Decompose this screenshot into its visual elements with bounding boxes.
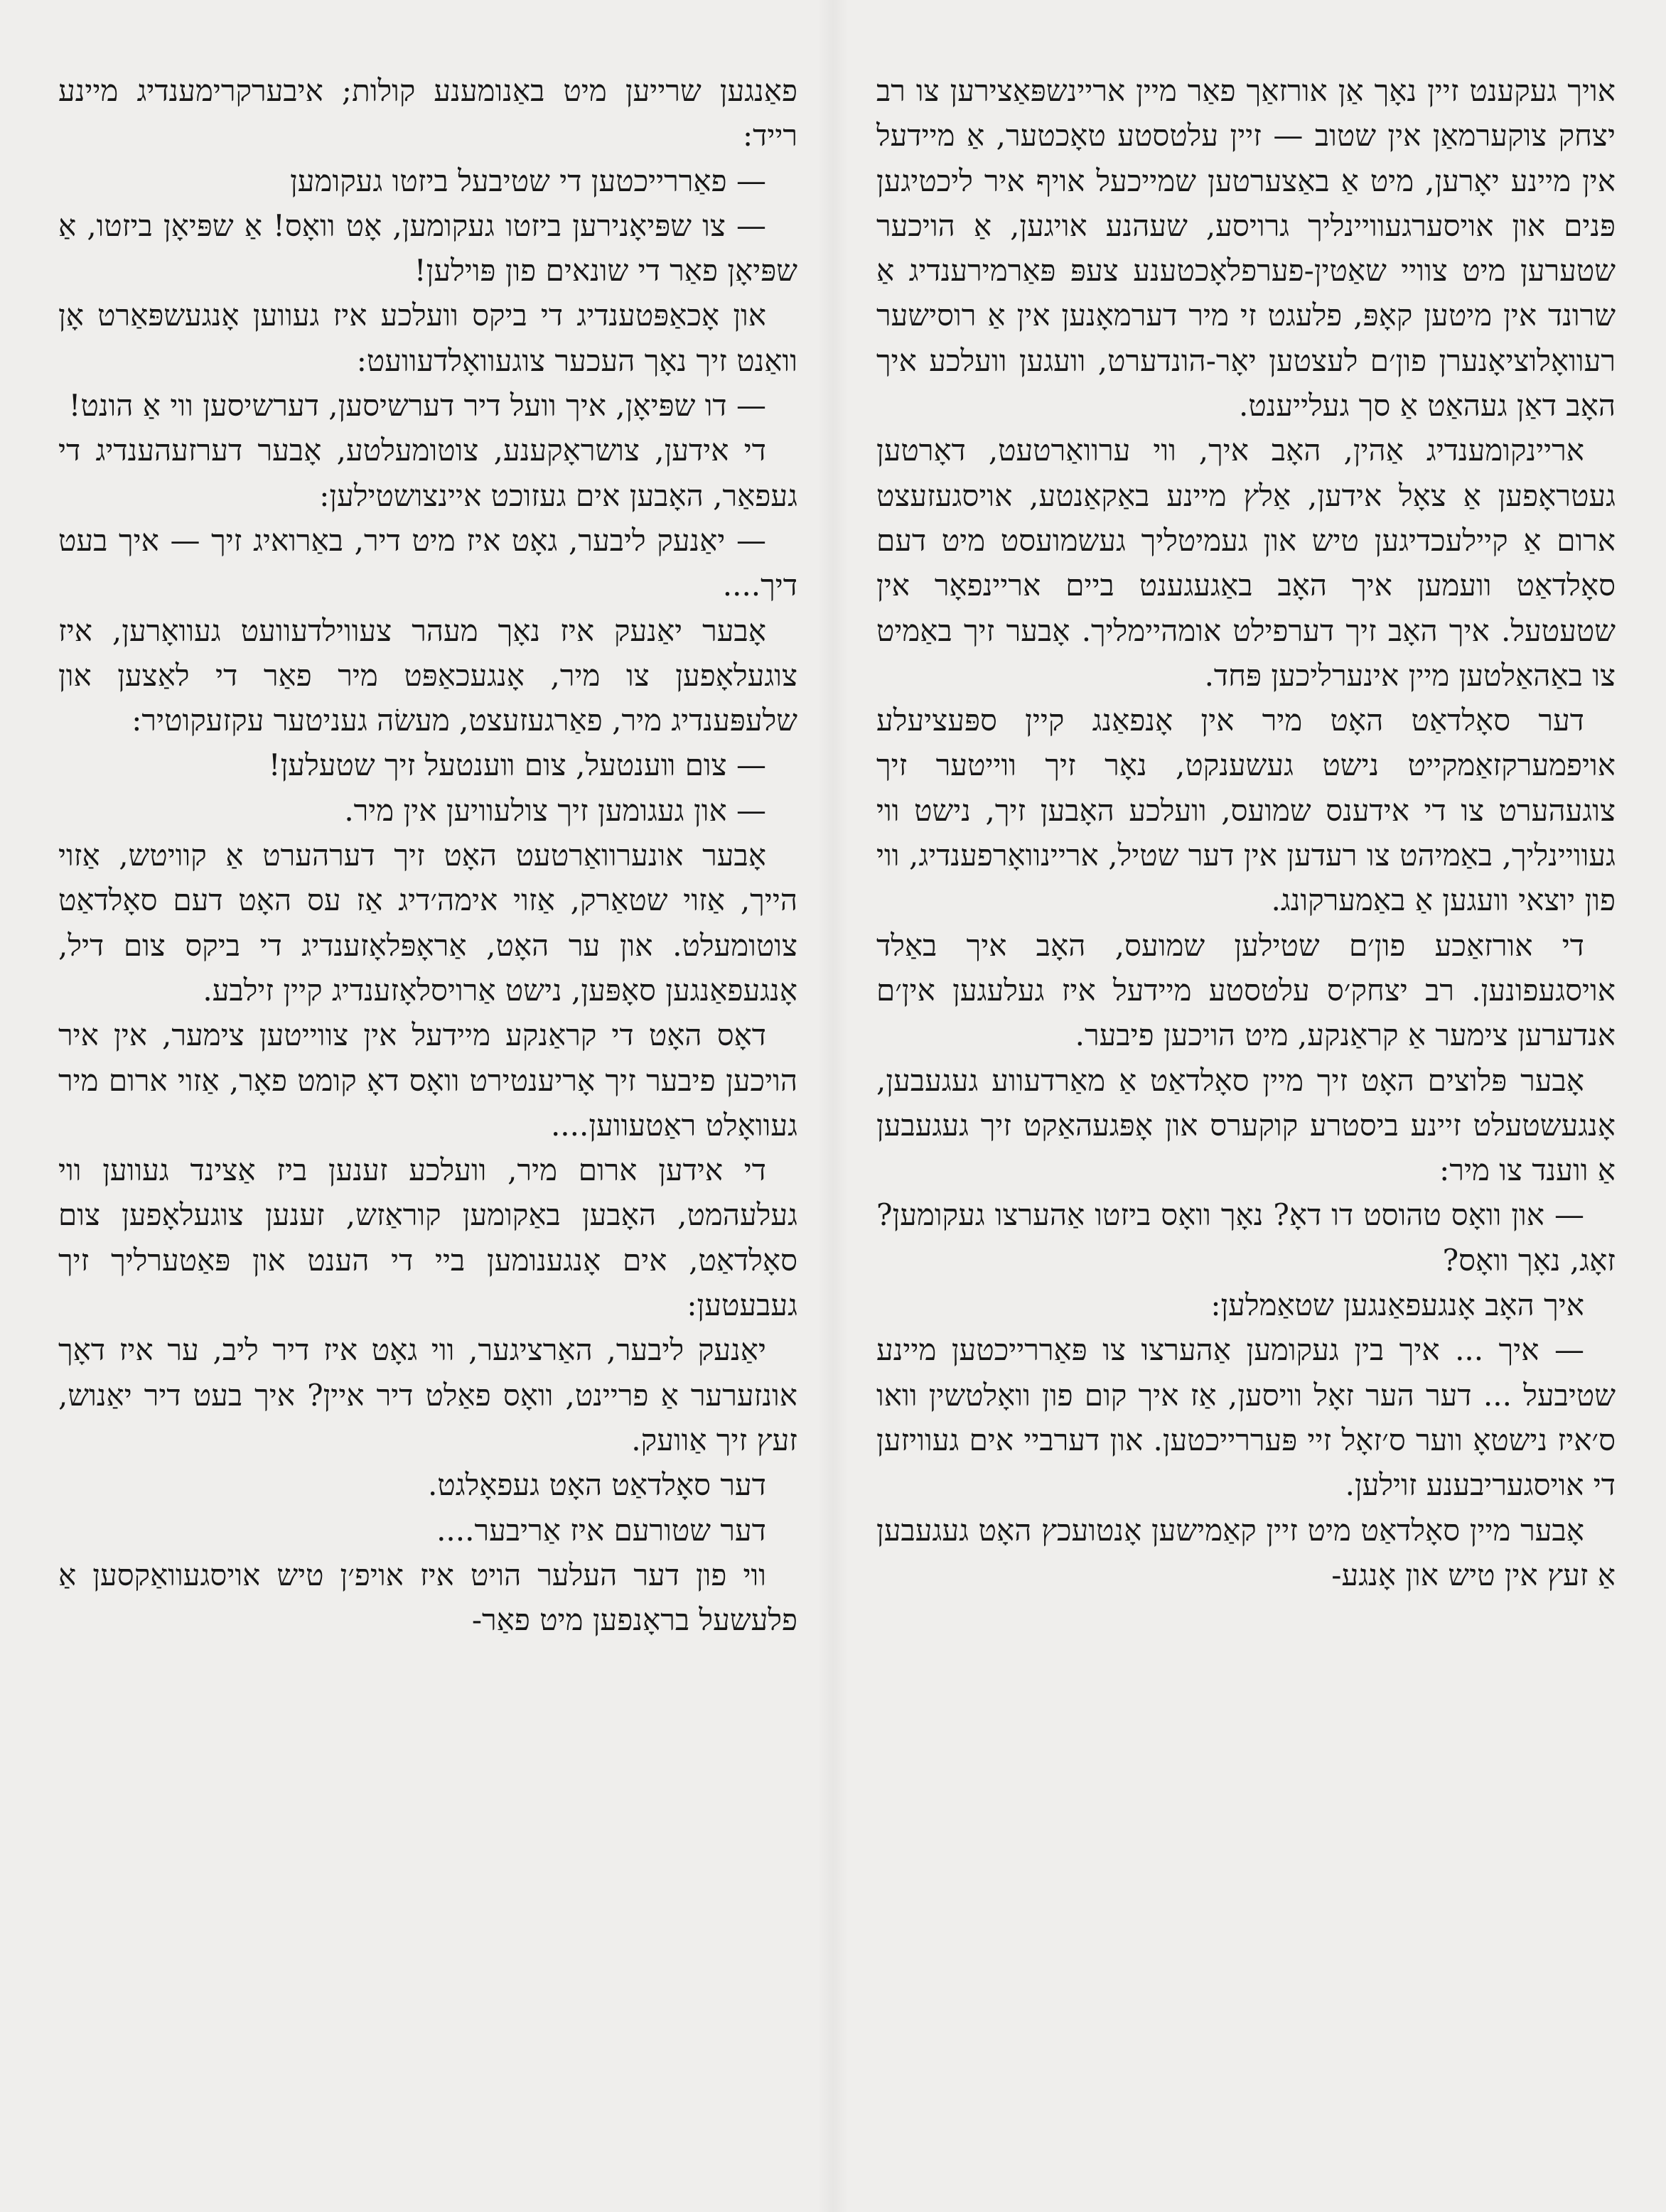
page-fold-shadow: [817, 0, 849, 2212]
dialogue-line: — צום װענטעל, צום װענטעל זיך שטעלען!: [268, 748, 766, 783]
dialogue-line: — און געגומען זיך צולעוויען אין מיר.: [344, 792, 766, 828]
dialogue-line: — יאַנעק ליבער, גאָט איז מיט דיר, באַרואיג זיך — איך בעט דיך....: [58, 522, 797, 603]
paragraph: אָבער אונערוואַרטעט האָט זיך דערהערט אַ קוויטש, אַזוי הייך, אַזוי שטאַרק, אַזוי אימה׳דיג אַז עס האָט דעם סאָלדאַט צוטומעלט. און ער האָט, אַראָפּלאָזענדיג די ביקס צום דיל, אָנגעפאַנגען סאָפּען, נישט אַרויסלאָזענדיג קיין זילבע.: [58, 838, 797, 1008]
paragraph: דער סאָלדאַט האָט געפאָלגט.: [428, 1467, 766, 1503]
paragraph: אריינקומענדיג אַהין, האָב איך, ווי ערוואַרטעט, דאָרטען געטראָפען אַ צאָל אידען, אַלץ מיינע באַקאַנטע, אויסגעזעצט ארום אַ קיילעכדיגען טיש און געמיטליך געשמועסט מיט דעם סאָלדאַט וועמען איך האָב באַגעגענט ביים אריינפאָר אין שטעטעל. איך האָב זיך דערפילט אומהיימליך. אָבער זיך באַמיט צו באַהאַלטען מיין אינערליכען פּחד.: [876, 433, 1616, 693]
paragraph: אָבער יאַנעק איז נאָך מעהר צעווילדעוועט געוואָרען, איז צוגעלאָפען צו מיר, אָנגעכאַפּט מיר פאַר די לאַצען און שלעפּענדיג מיר, פאַרגעזעצט, מעשׂה געניטער עקזעקוטיר:: [58, 613, 797, 738]
paragraph: די אורזאַכע פון׳ם שטילען שמועס, האָב איך באַלד אויסגעפונען. רב יצחק׳ס עלטסטע מיידעל איז געלעגען אין׳ם אנדערען צימער אַ קראַנקע, מיט הויכען פיבער.: [876, 927, 1616, 1053]
paragraph: דער שטורעם איז אַריבער....: [436, 1512, 766, 1548]
dialogue-line: — פאַררייכטען די שטיבעל ביזטו געקומען: [290, 163, 766, 198]
text-column-right: [876, 68, 1616, 2171]
paragraph: איך האָב אָנגעפאַנגען שטאַמלען:: [1210, 1288, 1584, 1323]
paragraph: דער סאָלדאַט האָט מיר אין אָנפאַנג קיין ספּעציעלע אויפמערקזאַמקייט נישט געשענקט, נאָר זיך ווייטער זיך צוגעהערט צו די אידענס שמועס, וועלכע האָבען זיך, נישט ווי געוויינליך, באַמיהט צו רעדען אין דער שטיל, אריינוואָרפענדיג, ווי פון יוצאי וועגען אַ באַמערקונג.: [876, 703, 1616, 918]
text-column-left: [58, 68, 797, 2171]
paragraph: יאַנעק ליבער, האַרציגער, ווי גאָט איז דיר ליב, ער איז דאָך אונזערער אַ פריינט, וואָס פאַלט דיר איין? איך בעט דיר יאַנוש, זעץ זיך אַוועק.: [58, 1332, 797, 1457]
dialogue-line: — דו שפּיאָן, איך וועל דיר דערשיסען, דערשיסען ווי אַ הונט!: [68, 388, 766, 423]
paragraph: דאָס האָט די קראַנקע מיידעל אין צווייטען צימער, אין איר הויכען פיבער זיך אָריענטירט וואָס דאָ קומט פאָר, אַזוי ארום מיר געוואָלט ראַטעווען....: [58, 1018, 797, 1143]
paragraph: ווי פון דער העלער הויט איז אויפ׳ן טיש אויסגעוואַקסען אַ פלעשעל בראָנפען מיט פאַר-: [58, 1557, 797, 1638]
dialogue-line: — צו שפּיאָנירען ביזטו געקומען, אָט וואָס! אַ שפּיאָן ביזטו, אַ שפּיאָן פאַר די שונאים פון פּוילען!: [58, 207, 797, 288]
paragraph: אויך געקענט זיין נאָך אַן אורזאַך פאַר מיין אריינשפּאַצירען צו רב יצחק צוקערמאַן אין שטוב — זיין עלטסטע טאָכטער, אַ מיידעל אין מיינע יאָרען, מיט אַ באַצערטען שמייכעל אויף איר ליכטיגען פּנים און אויסערגעוויינליך גרויסע, שעהנע אויגען, אַ הויכער שטערען מיט צוויי שאַטין-פערפלאָכטענע צעפּ פּאַרמירענדיג אַ שרונד אין מיטען קאָפּ, פלעגט זי מיר דערמאָנען אין אַ רוסישער רעוואָלוציאָנערן פון׳ם לעצטען יאָר-הונדערט, וועגען וועלכע איך האָב דאַן געהאַט אַ סך געלייענט.: [876, 73, 1616, 423]
paragraph: די אידען ארום מיר, וועלכע זענען ביז אַצינד געווען ווי געלעהמט, האָבען באַקומען קוראַזש, זענען צוגעלאָפען צום סאָלדאַט, אים אָנגענומען ביי די הענט און פּאַטערליך זיך געבעטען:: [58, 1153, 797, 1323]
dialogue-line: — איך ... איך בין געקומען אַהערצו צו פּאַררייכטען מיינע שטיבעל ... דער הער זאָל וויסען, אַז איך קום פון וואָלטשין וואו ס׳איז נישטאָ ווער ס׳זאָל זיי פּעררייכטען. און דערביי אים געוויזען די אויסגעריבענע זוילען.: [876, 1332, 1616, 1503]
paragraph: און אָכאַפּטענדיג די ביקס וועלכע איז געווען אָנגעשפּאַרט אָן וואַנט זיך נאָך העכער צוגעוואָלדעוועט:: [58, 298, 797, 378]
dialogue-line: — און וואָס טהוסט דו דאָ? נאָך וואָס ביזטו אַהערצו געקומען? זאָג, נאָך וואָס?: [876, 1197, 1616, 1278]
paragraph: אָבער פּלוצים האָט זיך מיין סאָלדאַט אַ מאַרדעווע געגעבען, אָנגעשטעלט זיינע ביסטרע קוקערס און אָפּגעהאַקט זיך געגעבען אַ ווענד צו מיר:: [876, 1062, 1616, 1188]
paragraph: אָבער מיין סאָלדאַט מיט זיין קאַמישען אָנטועכץ האָט געגעבען אַ זעץ אין טיש און אָנגע-: [876, 1512, 1616, 1592]
paragraph: פאַנגען שרייען מיט באַנומענע קולות; איבערקרימענדיג מיינע רייד:: [58, 73, 797, 153]
paragraph: די אידען, צושראָקענע, צוטומעלטע, אָבער דערזעהענדיג די געפאַר, האָבען אים געזוכט איינצושטילען:: [58, 433, 797, 513]
